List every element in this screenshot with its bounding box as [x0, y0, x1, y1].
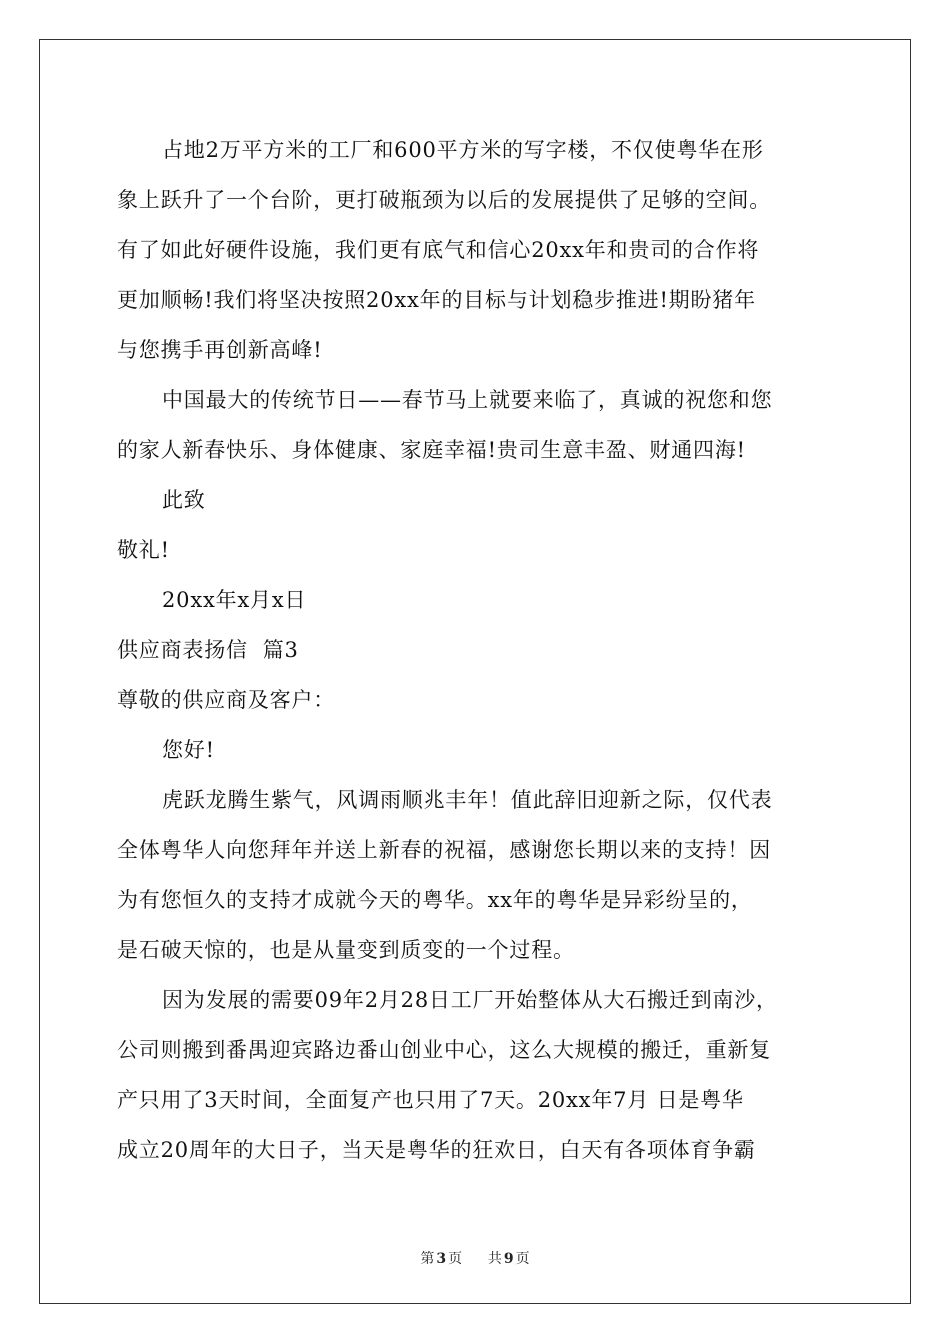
paragraph-line: 占地2万平方米的工厂和600平方米的写字楼，不仅使粤华在形 [162, 138, 764, 162]
paragraph-line: 虎跃龙腾生紫气，风调雨顺兆丰年！值此辞旧迎新之际，仅代表 [162, 788, 773, 812]
paragraph-line: 与您携手再创新高峰! [117, 338, 323, 362]
closing-salute: 敬礼! [117, 538, 170, 562]
total-suffix: 页 [515, 1251, 530, 1267]
page-suffix: 页 [448, 1251, 463, 1267]
page-total [486, 1251, 532, 1267]
greeting: 您好! [162, 738, 215, 762]
letter-salutation: 尊敬的供应商及客户： [117, 688, 335, 712]
total-pages: 9 [503, 1251, 514, 1267]
page-number [418, 1251, 464, 1267]
paragraph-line: 全体粤华人向您拜年并送上新春的祝福，感谢您长期以来的支持！因 [117, 838, 771, 862]
paragraph-line: 为有您恒久的支持才成就今天的粤华。xx年的粤华是异彩纷呈的， [117, 888, 753, 912]
letter-date: 20xx年x月x日 [162, 588, 307, 612]
closing-phrase: 此致 [162, 488, 206, 512]
paragraph-line: 象上跃升了一个台阶，更打破瓶颈为以后的发展提供了足够的空间。 [117, 188, 771, 212]
paragraph-line: 有了如此好硬件设施，我们更有底气和信心20xx年和贵司的合作将 [117, 238, 760, 262]
paragraph-line: 成立20周年的大日子，当天是粤华的狂欢日，白天有各项体育争霸 [117, 1138, 756, 1162]
paragraph-line: 因为发展的需要09年2月28日工厂开始整体从大石搬迁到南沙， [162, 988, 778, 1012]
document-body [117, 125, 837, 1175]
paragraph-line: 公司则搬到番禺迎宾路边番山创业中心，这么大规模的搬迁，重新复 [117, 1038, 771, 1062]
page-prefix: 第 [420, 1251, 435, 1267]
section-title: 供应商表扬信 篇3 [117, 638, 299, 662]
paragraph-line: 是石破天惊的，也是从量变到质变的一个过程。 [117, 938, 575, 962]
paragraph-line: 的家人新春快乐、身体健康、家庭幸福!贵司生意丰盈、财通四海! [117, 438, 746, 462]
paragraph-line: 产只用了3天时间，全面复产也只用了7天。20xx年7月 日是粤华 [117, 1088, 744, 1112]
current-page: 3 [436, 1251, 447, 1267]
page-footer [0, 1248, 950, 1268]
paragraph-line: 中国最大的传统节日——春节马上就要来临了，真诚的祝您和您 [162, 388, 773, 412]
paragraph-line: 更加顺畅!我们将坚决按照20xx年的目标与计划稳步推进!期盼猪年 [117, 288, 756, 312]
total-prefix: 共 [487, 1251, 502, 1267]
